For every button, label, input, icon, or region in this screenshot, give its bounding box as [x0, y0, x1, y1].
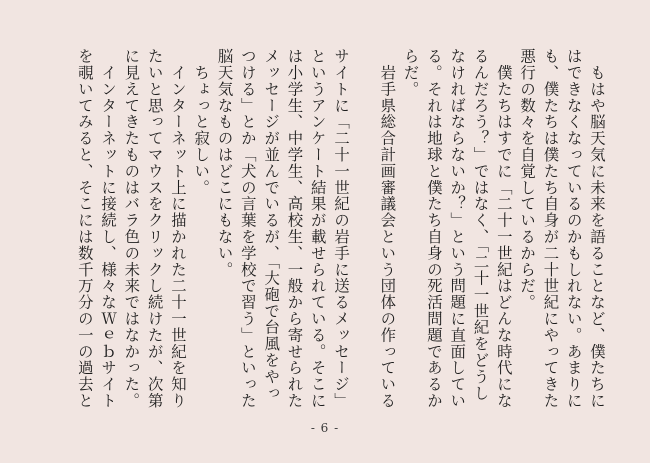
text-column: 岩手県総合計画審議会という団体の作っている [378, 48, 397, 409]
text-column: に見えてきたものはバラ色の未来ではなかった。 [122, 48, 141, 409]
text-column: 脳天気なものはどこにもない。 [215, 48, 234, 278]
text-column: メッセージが並んでいるが、「大砲で台風をやっ [262, 48, 281, 402]
text-column: インターネットに接続し、様々なＷｅｂサイト [99, 48, 118, 409]
text-column: つける」とか「犬の言葉を学校で習う」といった [238, 48, 257, 409]
text-column: は小学生、中学生、高校生、一般から寄せられた [285, 48, 304, 409]
text-column: も、僕たちは僕たち自身が二十世紀にやってきた [541, 48, 560, 409]
body-text [72, 48, 608, 409]
text-column: というアンケート結果が載せられている。そこに [308, 48, 327, 409]
text-column: ちょっと寂しい。 [192, 48, 211, 196]
text-column: インターネット上に描かれた二十一世紀を知り [168, 48, 187, 409]
text-column: 僕たちはすでに「二十一世紀はどんな時代にな [494, 48, 513, 409]
text-column: もはや脳天気に未来を語ることなど、僕たちに [588, 48, 606, 409]
text-column: たいと思ってマウスをクリックし続けたが、次第 [145, 48, 164, 409]
text-column: を覗いてみると、そこには数千万分の一の過去と [75, 48, 94, 409]
text-column: はできなくなっているのかもしれない。あまりに [564, 48, 583, 409]
text-column: なければならないか？」という問題に直面してい [448, 48, 467, 409]
text-column: るんだろう？」ではなく、「二十一世紀をどうし [471, 48, 490, 402]
page-number: - 6 - [310, 421, 340, 435]
text-column: サイトに「二十一世紀の岩手に送るメッセージ」 [332, 48, 351, 409]
text-column: る。それは地球と僕たち自身の死活問題であるか [424, 48, 443, 409]
text-column: らだ。 [401, 48, 420, 98]
text-column: 悪行の数々を自覚しているからだ。 [518, 48, 537, 311]
